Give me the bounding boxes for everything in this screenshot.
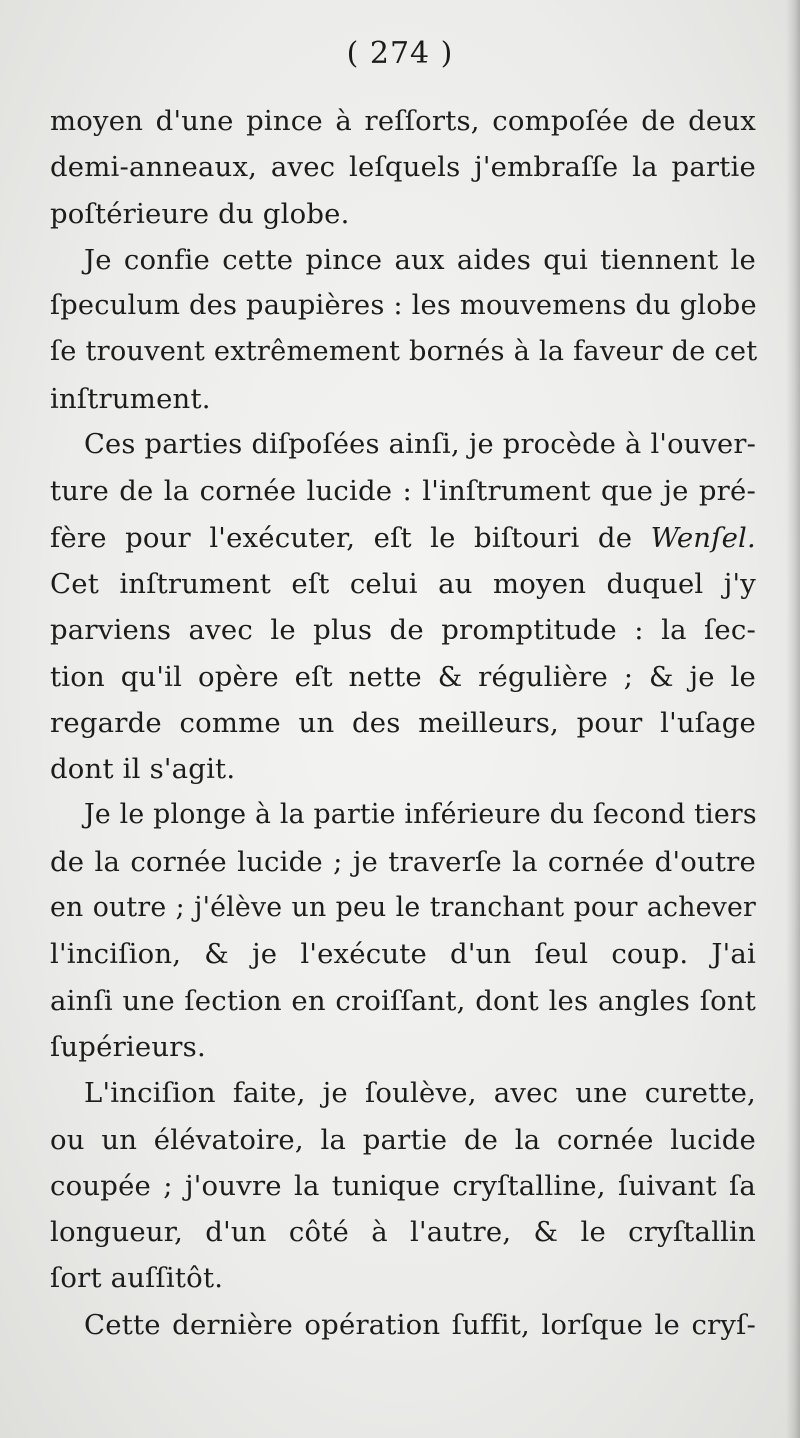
paragraph-first-line: Ces parties diſpoſées ainſi, je procède à l'ouver- xyxy=(84,429,756,461)
text-line: poſtérieure du globe. xyxy=(50,197,350,230)
text-line: ſe trouvent extrêmement bornés à la faveur de cet xyxy=(50,336,758,368)
text-line: moyen d'une pince à reſſorts, compoſée de deux xyxy=(50,105,756,137)
text-line: dont il s'agit. xyxy=(50,753,236,786)
text-line: demi-anneaux, avec leſquels j'embraſſe la partie xyxy=(50,151,756,184)
text-line: regarde comme un des meilleurs, pour l'uſage xyxy=(50,706,756,739)
text-line: inſtrument. xyxy=(50,382,211,415)
text-line: coupée ; j'ouvre la tunique cryſtalline, ſuivant ſa xyxy=(50,1169,756,1202)
text-line: ſort auſſitôt. xyxy=(50,1262,224,1295)
text-line: ſpeculum des paupières : les mouvemens du globe xyxy=(50,290,757,322)
text-line: ainſi une ſection en croiſſant, dont les angles ſont xyxy=(50,984,756,1017)
paragraph-first-line: L'inciſion faite, je ſoulève, avec une curette, xyxy=(84,1077,756,1110)
text-line: Cet inſtrument eſt celui au moyen duquel j'y xyxy=(50,567,756,600)
paragraph-first-line: Cette dernière opération ſuffit, lorſque le cryſ- xyxy=(84,1308,756,1341)
text-line: longueur, d'un côté à l'autre, & le cryſtallin xyxy=(50,1216,756,1249)
page-number: ( 274 ) xyxy=(346,36,454,71)
text-line: ſupérieurs. xyxy=(50,1030,206,1063)
text-line: parviens avec le plus de promptitude : la ſec- xyxy=(50,614,756,647)
page-edge-shadow xyxy=(786,0,800,1438)
text-line: ture de la cornée lucide : l'inſtrument que je pré- xyxy=(50,475,756,508)
text-line: ou un élévatoire, la partie de la cornée lucide xyxy=(50,1123,756,1156)
text-line: en outre ; j'élève un peu le tranchant pour achever xyxy=(50,892,756,924)
text-line-with-name xyxy=(50,515,756,561)
text-segment: fère pour l'exécuter, eſt le biſtouri de xyxy=(50,521,633,554)
body-text xyxy=(50,98,756,1348)
text-line: de la cornée lucide ; je traverſe la cornée d'outre xyxy=(50,845,756,878)
paragraph-first-line: Je confie cette pince aux aides qui tiennent le xyxy=(84,243,756,276)
proper-name-wensel: Wenſel. xyxy=(650,521,756,554)
paragraph-first-line: Je le plonge à la partie inférieure du ſecond tiers xyxy=(84,799,757,831)
text-line: l'inciſion, & je l'exécute d'un ſeul coup. J'ai xyxy=(50,938,756,971)
text-line: tion qu'il opère eſt nette & régulière ; & je le xyxy=(50,660,756,693)
